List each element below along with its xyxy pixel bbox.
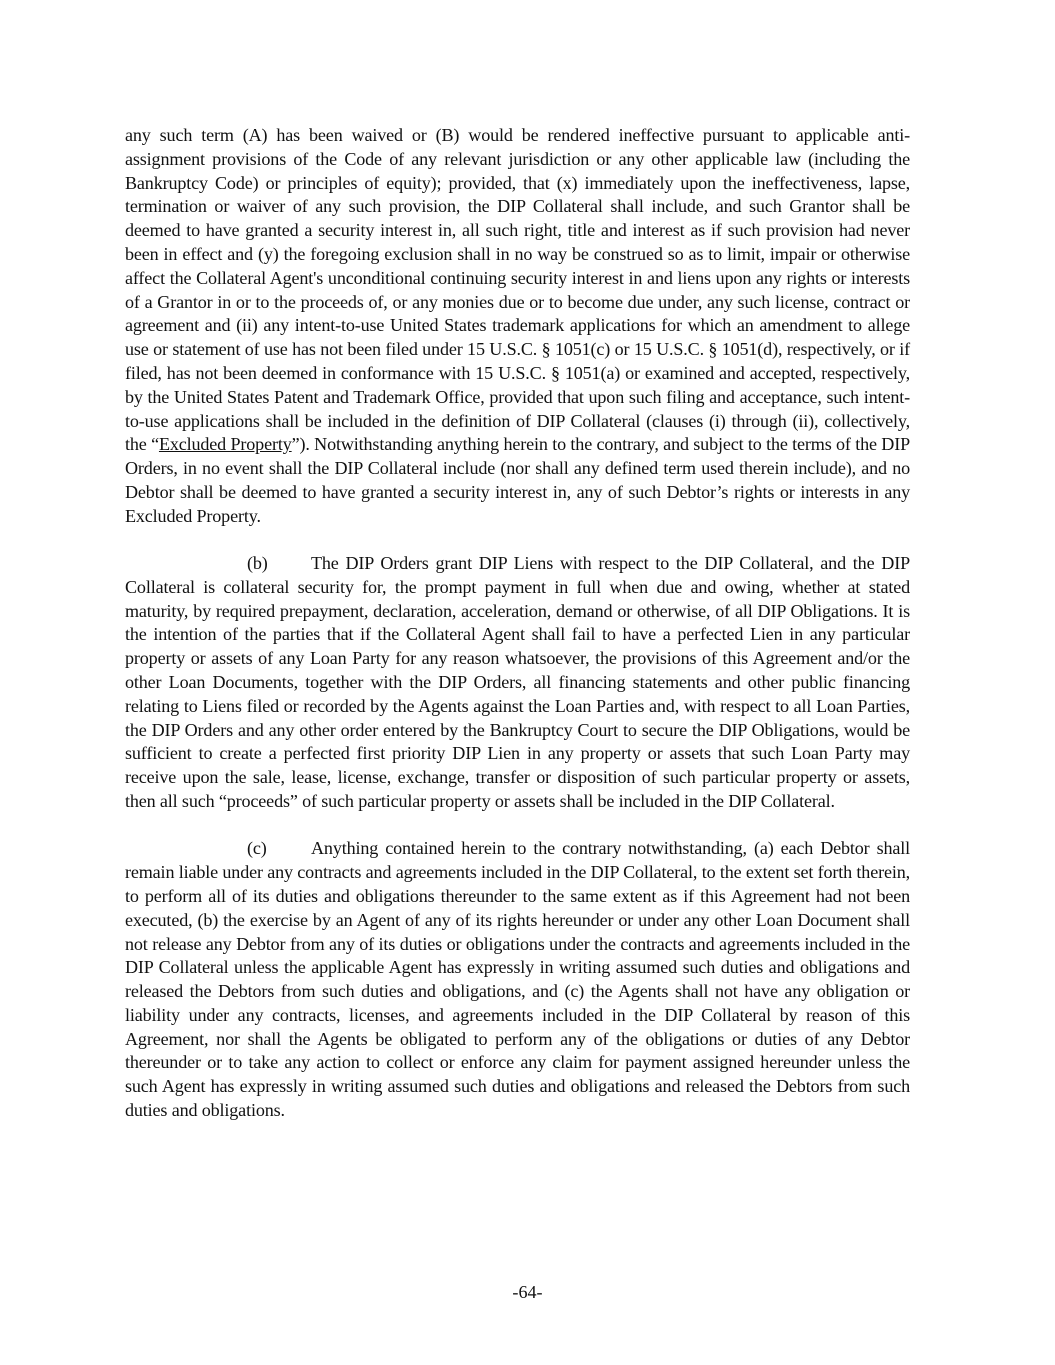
paragraph-b — [125, 552, 910, 814]
clause-label-c: (c) — [247, 838, 267, 859]
paragraph-text: The DIP Orders grant DIP Liens with respect to the DIP Collateral, and the DIP Collateral is collateral security for, the prompt payment in full when due and owing, whether at stated maturity, by required prepayment, declaration, acceleration, demand or otherwise, of all DIP Obligations. It is the intention of the parties that if the Collateral Agent shall fail to have a perfected Lien in any particular property or assets of any Loan Party for any reason whatsoever, the provisions of this Agreement and/or the other Loan Documents, together with the DIP Orders, all financing statements and other public financing relating to Liens filed or recorded by the Agents against the Loan Parties and, with respect to all Loan Parties, the DIP Orders and any other order entered by the Bankruptcy Court to secure the DIP Obligations, would be sufficient to create a perfected first priority DIP Lien in any property or assets that such Loan Party may receive upon the sale, lease, license, exchange, transfer or disposition of such particular property or assets, then all such “proceeds” of such particular property or assets shall be included in the DIP Collateral. — [125, 553, 910, 812]
document-page-body — [125, 124, 910, 1123]
defined-term-excluded-property: Excluded Property — [158, 434, 292, 455]
clause-label-b: (b) — [247, 553, 268, 574]
paragraph-text: Anything contained herein to the contrary notwithstanding, (a) each Debtor shall remain liable under any contracts and agreements included in the DIP Collateral, to the extent set forth therein, to perform all of its duties and obligations thereunder to the same extent as if this Agreement had not been executed, (b) the exercise by an Agent of any of its rights hereunder or under any other Loan Document shall not release any Debtor from any of its duties or obligations under the contracts and agreements included in the DIP Collateral unless the applicable Agent has expressly in writing assumed such duties and obligations and released the Debtors from such duties and obligations, and (c) the Agents shall not have any obligation or liability under any contracts, licenses, and agreements included in the DIP Collateral by reason of this Agreement, nor shall the Agents be obligated to perform any of the obligations or duties of any Debtor thereunder or to take any action to collect or enforce any claim for payment assigned hereunder unless the such Agent has expressly in writing assumed such duties and obligations and released the Debtors from such duties and obligations. — [125, 838, 910, 1121]
paragraph-text: ”). Notwithstanding anything herein to the contrary, and subject to the terms of the DIP Orders, in no event shall the DIP Collateral include (nor shall any defined term used therein include), and no Debtor shall be deemed to have granted a security interest in, any of such Debtor’s rights or interests in any Excluded Property. — [125, 434, 910, 526]
paragraph-a-continuation — [125, 124, 910, 529]
paragraph-c — [125, 837, 910, 1123]
paragraph-text: any such term (A) has been waived or (B) would be rendered ineffective pursuant to applicable anti-assignment provisions of the Code of any relevant jurisdiction or any other applicable law (including the Bankruptcy Code) or principles of equity); provided, that (x) immediately upon the ineffectiveness, lapse, termination or waiver of any such provision, the DIP Collateral shall include, and such Grantor shall be deemed to have granted a security interest in, all such right, title and interest as if such provision had never been in effect and (y) the foregoing exclusion shall in no way be construed so as to limit, impair or otherwise affect the Collateral Agent's unconditional continuing security interest in and liens upon any rights or interests of a Grantor in or to the proceeds of, or any monies due or to become due under, any such license, contract or agreement and (ii) any intent-to-use United States trademark applications for which an amendment to allege use or statement of use has not been filed under 15 U.S.C. § 1051(c) or 15 U.S.C. § 1051(d), respectively, or if filed, has not been deemed in conformance with 15 U.S.C. § 1051(a) or examined and accepted, respectively, by the United States Patent and Trademark Office, provided that upon such filing and acceptance, such intent-to-use applications shall be included in the definition of DIP Collateral (clauses (i) through (ii), collectively, the “ — [125, 125, 910, 455]
page-number: -64- — [512, 1282, 543, 1302]
